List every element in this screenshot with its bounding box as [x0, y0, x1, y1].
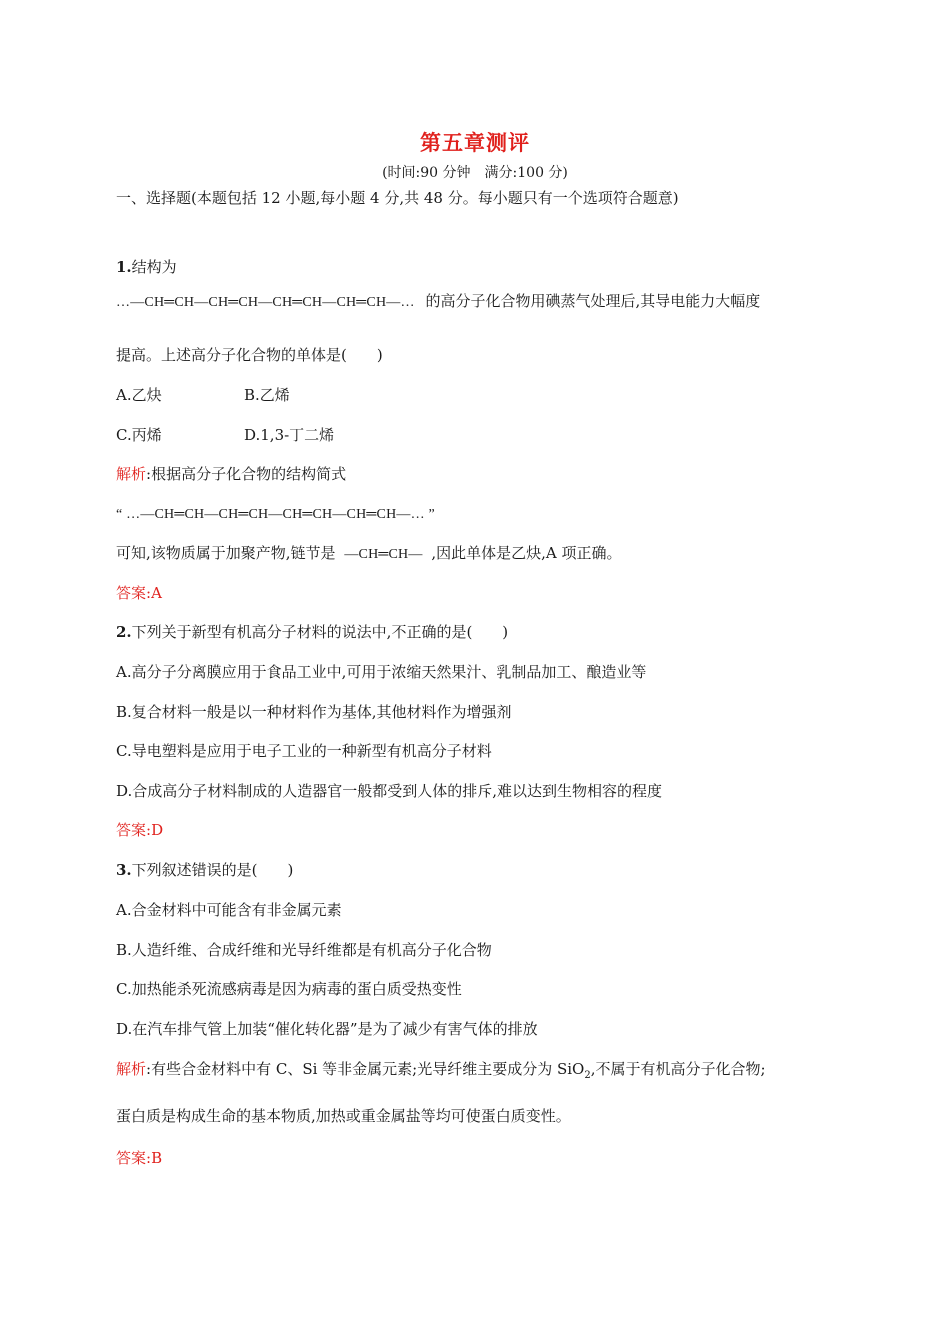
- question-2-option-c: C.导电塑料是应用于电子工业的一种新型有机高分子材料: [116, 742, 492, 760]
- question-3-stem: [116, 860, 293, 880]
- question-3-analysis-continued: 蛋白质是构成生命的基本物质,加热或重金属盐等均可使蛋白质变性。: [116, 1107, 571, 1125]
- question-1-analysis: [116, 464, 346, 484]
- answer-label: 答案: [116, 1149, 147, 1167]
- question-1-stem-end: 提高。上述高分子化合物的单体是( ): [116, 346, 383, 364]
- exam-info: (时间:90 分钟 满分:100 分): [382, 165, 568, 181]
- analysis-text: 可知,该物质属于加聚产物,链节是: [116, 544, 336, 562]
- question-1-answer: [116, 583, 162, 603]
- question-2-option-b: B.复合材料一般是以一种材料作为基体,其他材料作为增强剂: [116, 703, 512, 721]
- question-3-option-b: B.人造纤维、合成纤维和光导纤维都是有机高分子化合物: [116, 941, 492, 959]
- analysis-text: ,不属于有机高分子化合物;: [590, 1060, 766, 1078]
- question-1-analysis-conclusion: [116, 543, 621, 565]
- answer-label: 答案: [116, 821, 147, 839]
- question-1-options-row-2: [116, 425, 516, 445]
- analysis-label: 解析: [116, 1060, 147, 1078]
- question-3-option-a: A.合金材料中可能含有非金属元素: [116, 901, 342, 919]
- question-text: 下列关于新型有机高分子材料的说法中,不正确的是( ): [131, 623, 509, 641]
- option-b: B.乙烯: [244, 386, 290, 404]
- question-1-stem: [116, 257, 177, 277]
- answer-value: :A: [146, 584, 162, 602]
- polymer-structure-formula: …—CH═CH—CH═CH—CH═CH—CH═CH—…: [116, 295, 415, 310]
- question-2-stem: [116, 622, 508, 642]
- question-3-option-d: D.在汽车排气管上加装“催化转化器”是为了减少有害气体的排放: [116, 1020, 538, 1038]
- repeating-unit-formula: —CH═CH—: [344, 547, 423, 562]
- question-3-analysis: [116, 1059, 766, 1086]
- answer-value: :B: [146, 1149, 163, 1167]
- analysis-label: 解析: [116, 465, 147, 483]
- answer-label: 答案: [116, 584, 147, 602]
- question-3-answer: [116, 1148, 162, 1168]
- question-1-formula-line: [116, 291, 760, 313]
- option-d: D.1,3-丁二烯: [244, 426, 335, 444]
- question-1-analysis-formula: [116, 503, 435, 525]
- question-1-options-row-1: [116, 385, 516, 405]
- question-text: 的高分子化合物用碘蒸气处理后,其导电能力大幅度: [425, 292, 761, 310]
- question-3-option-c: C.加热能杀死流感病毒是因为病毒的蛋白质受热变性: [116, 980, 462, 998]
- section-heading: 一、选择题(本题包括 12 小题,每小题 4 分,共 48 分。每小题只有一个选项符合题意): [116, 189, 679, 207]
- question-text: 结构为: [131, 258, 177, 276]
- question-2-option-a: A.高分子分离膜应用于食品工业中,可用于浓缩天然果汁、乳制品加工、酿造业等: [116, 663, 647, 681]
- option-c: C.丙烯: [116, 426, 162, 444]
- question-number: 2.: [116, 623, 132, 641]
- question-number: 3.: [116, 861, 132, 879]
- polymer-structure-formula: “ …—CH═CH—CH═CH—CH═CH—CH═CH—… ”: [116, 507, 435, 522]
- question-number: 1.: [116, 258, 132, 276]
- analysis-text: ,因此单体是乙炔,A 项正确。: [431, 544, 622, 562]
- analysis-text: :根据高分子化合物的结构简式: [146, 465, 347, 483]
- subscript: 2: [584, 1070, 591, 1081]
- option-a: A.乙炔: [116, 386, 162, 404]
- question-2-option-d: D.合成高分子材料制成的人造器官一般都受到人体的排斥,难以达到生物相容的程度: [116, 782, 663, 800]
- answer-value: :D: [146, 821, 164, 839]
- analysis-text: :有些合金材料中有 C、Si 等非金属元素;光导纤维主要成分为 SiO: [146, 1060, 585, 1078]
- page-title: 第五章测评: [420, 130, 530, 155]
- question-text: 下列叙述错误的是( ): [131, 861, 294, 879]
- question-2-answer: [116, 820, 163, 840]
